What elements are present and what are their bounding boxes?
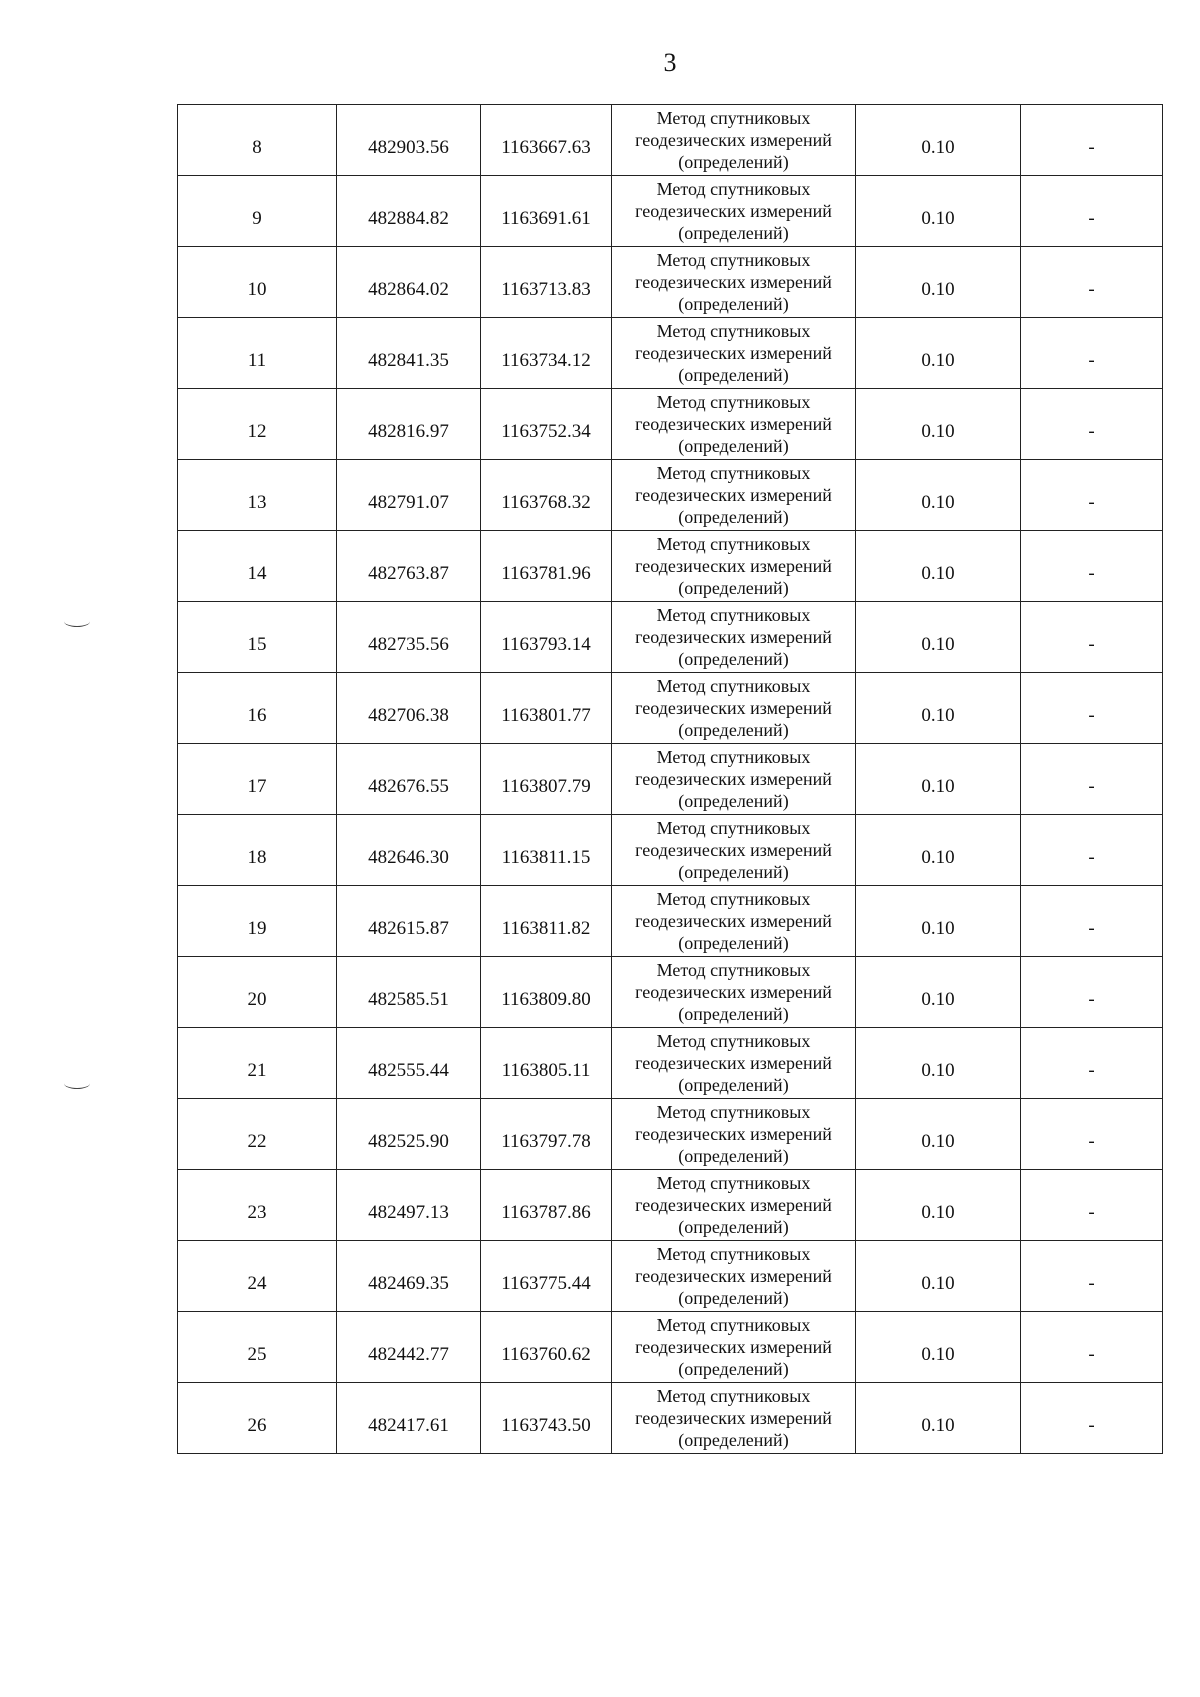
- method-line: (определений): [678, 720, 789, 740]
- method-line: геодезических измерений: [635, 1053, 832, 1073]
- accuracy-cell: 0.10: [856, 1383, 1021, 1454]
- x-coordinate-cell: 482816.97: [337, 389, 481, 460]
- method-line: Метод спутниковых: [656, 179, 811, 199]
- x-coordinate-cell: 482841.35: [337, 318, 481, 389]
- method-line: геодезических измерений: [635, 485, 832, 505]
- x-coordinate-cell: 482676.55: [337, 744, 481, 815]
- description-cell: -: [1021, 886, 1163, 957]
- method-line: геодезических измерений: [635, 1266, 832, 1286]
- method-line: геодезических измерений: [635, 840, 832, 860]
- y-coordinate-cell: 1163809.80: [481, 957, 612, 1028]
- method-line: (определений): [678, 1004, 789, 1024]
- method-line: Метод спутниковых: [656, 747, 811, 767]
- description-cell: -: [1021, 1241, 1163, 1312]
- accuracy-cell: 0.10: [856, 602, 1021, 673]
- method-line: Метод спутниковых: [656, 676, 811, 696]
- method-line: Метод спутниковых: [656, 392, 811, 412]
- x-coordinate-cell: 482442.77: [337, 1312, 481, 1383]
- method-line: Метод спутниковых: [656, 889, 811, 909]
- method-cell: [612, 1383, 856, 1454]
- accuracy-cell: 0.10: [856, 1170, 1021, 1241]
- accuracy-cell: 0.10: [856, 389, 1021, 460]
- coordinates-table: [177, 104, 1163, 1454]
- method-cell: [612, 1312, 856, 1383]
- y-coordinate-cell: 1163807.79: [481, 744, 612, 815]
- accuracy-cell: 0.10: [856, 176, 1021, 247]
- y-coordinate-cell: 1163797.78: [481, 1099, 612, 1170]
- point-number-cell: 16: [178, 673, 337, 744]
- description-cell: -: [1021, 1383, 1163, 1454]
- x-coordinate-cell: 482646.30: [337, 815, 481, 886]
- accuracy-cell: 0.10: [856, 318, 1021, 389]
- method-line: (определений): [678, 152, 789, 172]
- point-number-cell: 20: [178, 957, 337, 1028]
- method-line: (определений): [678, 1146, 789, 1166]
- y-coordinate-cell: 1163752.34: [481, 389, 612, 460]
- description-cell: -: [1021, 1170, 1163, 1241]
- method-line: геодезических измерений: [635, 556, 832, 576]
- point-number-cell: 8: [178, 105, 337, 176]
- accuracy-cell: 0.10: [856, 1241, 1021, 1312]
- description-cell: -: [1021, 957, 1163, 1028]
- scan-mark: [64, 616, 90, 627]
- x-coordinate-cell: 482706.38: [337, 673, 481, 744]
- method-cell: [612, 247, 856, 318]
- x-coordinate-cell: 482585.51: [337, 957, 481, 1028]
- point-number-cell: 10: [178, 247, 337, 318]
- description-cell: -: [1021, 1312, 1163, 1383]
- method-line: (определений): [678, 862, 789, 882]
- y-coordinate-cell: 1163781.96: [481, 531, 612, 602]
- method-line: геодезических измерений: [635, 698, 832, 718]
- method-line: геодезических измерений: [635, 627, 832, 647]
- accuracy-cell: 0.10: [856, 673, 1021, 744]
- y-coordinate-cell: 1163775.44: [481, 1241, 612, 1312]
- y-coordinate-cell: 1163805.11: [481, 1028, 612, 1099]
- table-row: [178, 176, 1163, 247]
- description-cell: -: [1021, 247, 1163, 318]
- table-row: [178, 318, 1163, 389]
- description-cell: -: [1021, 602, 1163, 673]
- x-coordinate-cell: 482417.61: [337, 1383, 481, 1454]
- description-cell: -: [1021, 389, 1163, 460]
- description-cell: -: [1021, 1028, 1163, 1099]
- method-cell: [612, 460, 856, 531]
- coordinates-table-body: [178, 105, 1163, 1454]
- method-line: геодезических измерений: [635, 272, 832, 292]
- table-row: [178, 105, 1163, 176]
- x-coordinate-cell: 482497.13: [337, 1170, 481, 1241]
- y-coordinate-cell: 1163793.14: [481, 602, 612, 673]
- description-cell: -: [1021, 176, 1163, 247]
- method-line: геодезических измерений: [635, 201, 832, 221]
- table-row: [178, 389, 1163, 460]
- y-coordinate-cell: 1163713.83: [481, 247, 612, 318]
- description-cell: -: [1021, 460, 1163, 531]
- y-coordinate-cell: 1163787.86: [481, 1170, 612, 1241]
- table-row: [178, 1099, 1163, 1170]
- method-line: Метод спутниковых: [656, 1244, 811, 1264]
- x-coordinate-cell: 482525.90: [337, 1099, 481, 1170]
- table-row: [178, 673, 1163, 744]
- method-line: (определений): [678, 223, 789, 243]
- point-number-cell: 26: [178, 1383, 337, 1454]
- method-line: (определений): [678, 578, 789, 598]
- accuracy-cell: 0.10: [856, 886, 1021, 957]
- page-number: 3: [663, 48, 677, 77]
- accuracy-cell: 0.10: [856, 247, 1021, 318]
- x-coordinate-cell: 482735.56: [337, 602, 481, 673]
- description-cell: -: [1021, 673, 1163, 744]
- method-line: геодезических измерений: [635, 343, 832, 363]
- x-coordinate-cell: 482615.87: [337, 886, 481, 957]
- point-number-cell: 14: [178, 531, 337, 602]
- method-cell: [612, 1028, 856, 1099]
- point-number-cell: 12: [178, 389, 337, 460]
- point-number-cell: 9: [178, 176, 337, 247]
- method-line: геодезических измерений: [635, 130, 832, 150]
- method-line: Метод спутниковых: [656, 463, 811, 483]
- method-cell: [612, 744, 856, 815]
- method-line: (определений): [678, 436, 789, 456]
- description-cell: -: [1021, 105, 1163, 176]
- method-line: геодезических измерений: [635, 911, 832, 931]
- method-cell: [612, 389, 856, 460]
- accuracy-cell: 0.10: [856, 1028, 1021, 1099]
- method-line: (определений): [678, 365, 789, 385]
- point-number-cell: 24: [178, 1241, 337, 1312]
- method-line: Метод спутниковых: [656, 1173, 811, 1193]
- method-line: (определений): [678, 1288, 789, 1308]
- table-row: [178, 1383, 1163, 1454]
- method-line: геодезических измерений: [635, 769, 832, 789]
- accuracy-cell: 0.10: [856, 460, 1021, 531]
- point-number-cell: 13: [178, 460, 337, 531]
- method-cell: [612, 176, 856, 247]
- x-coordinate-cell: 482469.35: [337, 1241, 481, 1312]
- method-line: (определений): [678, 1075, 789, 1095]
- point-number-cell: 25: [178, 1312, 337, 1383]
- accuracy-cell: 0.10: [856, 531, 1021, 602]
- method-cell: [612, 1241, 856, 1312]
- table-row: [178, 460, 1163, 531]
- accuracy-cell: 0.10: [856, 1312, 1021, 1383]
- y-coordinate-cell: 1163801.77: [481, 673, 612, 744]
- description-cell: -: [1021, 815, 1163, 886]
- method-cell: [612, 886, 856, 957]
- accuracy-cell: 0.10: [856, 1099, 1021, 1170]
- table-row: [178, 1241, 1163, 1312]
- point-number-cell: 22: [178, 1099, 337, 1170]
- point-number-cell: 21: [178, 1028, 337, 1099]
- method-line: Метод спутниковых: [656, 960, 811, 980]
- method-cell: [612, 602, 856, 673]
- method-line: (определений): [678, 1430, 789, 1450]
- table-row: [178, 247, 1163, 318]
- y-coordinate-cell: 1163691.61: [481, 176, 612, 247]
- method-line: геодезических измерений: [635, 414, 832, 434]
- description-cell: -: [1021, 744, 1163, 815]
- method-line: (определений): [678, 933, 789, 953]
- method-line: (определений): [678, 1217, 789, 1237]
- y-coordinate-cell: 1163811.82: [481, 886, 612, 957]
- method-line: Метод спутниковых: [656, 250, 811, 270]
- point-number-cell: 23: [178, 1170, 337, 1241]
- method-line: (определений): [678, 507, 789, 527]
- point-number-cell: 18: [178, 815, 337, 886]
- method-line: Метод спутниковых: [656, 1102, 811, 1122]
- x-coordinate-cell: 482763.87: [337, 531, 481, 602]
- table-row: [178, 531, 1163, 602]
- method-line: геодезических измерений: [635, 1337, 832, 1357]
- table-row: [178, 602, 1163, 673]
- method-cell: [612, 957, 856, 1028]
- accuracy-cell: 0.10: [856, 744, 1021, 815]
- y-coordinate-cell: 1163734.12: [481, 318, 612, 389]
- method-line: Метод спутниковых: [656, 1386, 811, 1406]
- method-line: Метод спутниковых: [656, 1031, 811, 1051]
- method-cell: [612, 673, 856, 744]
- x-coordinate-cell: 482884.82: [337, 176, 481, 247]
- description-cell: -: [1021, 1099, 1163, 1170]
- x-coordinate-cell: 482791.07: [337, 460, 481, 531]
- description-cell: -: [1021, 318, 1163, 389]
- point-number-cell: 11: [178, 318, 337, 389]
- scan-mark: [64, 1078, 90, 1089]
- accuracy-cell: 0.10: [856, 815, 1021, 886]
- method-cell: [612, 815, 856, 886]
- method-line: (определений): [678, 294, 789, 314]
- method-line: Метод спутниковых: [656, 818, 811, 838]
- accuracy-cell: 0.10: [856, 105, 1021, 176]
- y-coordinate-cell: 1163768.32: [481, 460, 612, 531]
- x-coordinate-cell: 482555.44: [337, 1028, 481, 1099]
- y-coordinate-cell: 1163760.62: [481, 1312, 612, 1383]
- method-line: геодезических измерений: [635, 1124, 832, 1144]
- method-cell: [612, 105, 856, 176]
- table-row: [178, 1312, 1163, 1383]
- method-line: Метод спутниковых: [656, 108, 811, 128]
- method-cell: [612, 1170, 856, 1241]
- method-line: (определений): [678, 791, 789, 811]
- description-cell: -: [1021, 531, 1163, 602]
- x-coordinate-cell: 482903.56: [337, 105, 481, 176]
- point-number-cell: 15: [178, 602, 337, 673]
- point-number-cell: 17: [178, 744, 337, 815]
- method-line: Метод спутниковых: [656, 1315, 811, 1335]
- y-coordinate-cell: 1163811.15: [481, 815, 612, 886]
- y-coordinate-cell: 1163743.50: [481, 1383, 612, 1454]
- table-row: [178, 957, 1163, 1028]
- method-line: геодезических измерений: [635, 1408, 832, 1428]
- method-line: геодезических измерений: [635, 982, 832, 1002]
- point-number-cell: 19: [178, 886, 337, 957]
- table-row: [178, 744, 1163, 815]
- method-line: геодезических измерений: [635, 1195, 832, 1215]
- table-row: [178, 886, 1163, 957]
- table-row: [178, 1028, 1163, 1099]
- method-line: (определений): [678, 1359, 789, 1379]
- accuracy-cell: 0.10: [856, 957, 1021, 1028]
- method-line: Метод спутниковых: [656, 534, 811, 554]
- method-line: Метод спутниковых: [656, 321, 811, 341]
- method-line: (определений): [678, 649, 789, 669]
- method-cell: [612, 318, 856, 389]
- y-coordinate-cell: 1163667.63: [481, 105, 612, 176]
- method-line: Метод спутниковых: [656, 605, 811, 625]
- method-cell: [612, 1099, 856, 1170]
- x-coordinate-cell: 482864.02: [337, 247, 481, 318]
- method-cell: [612, 531, 856, 602]
- table-row: [178, 815, 1163, 886]
- table-row: [178, 1170, 1163, 1241]
